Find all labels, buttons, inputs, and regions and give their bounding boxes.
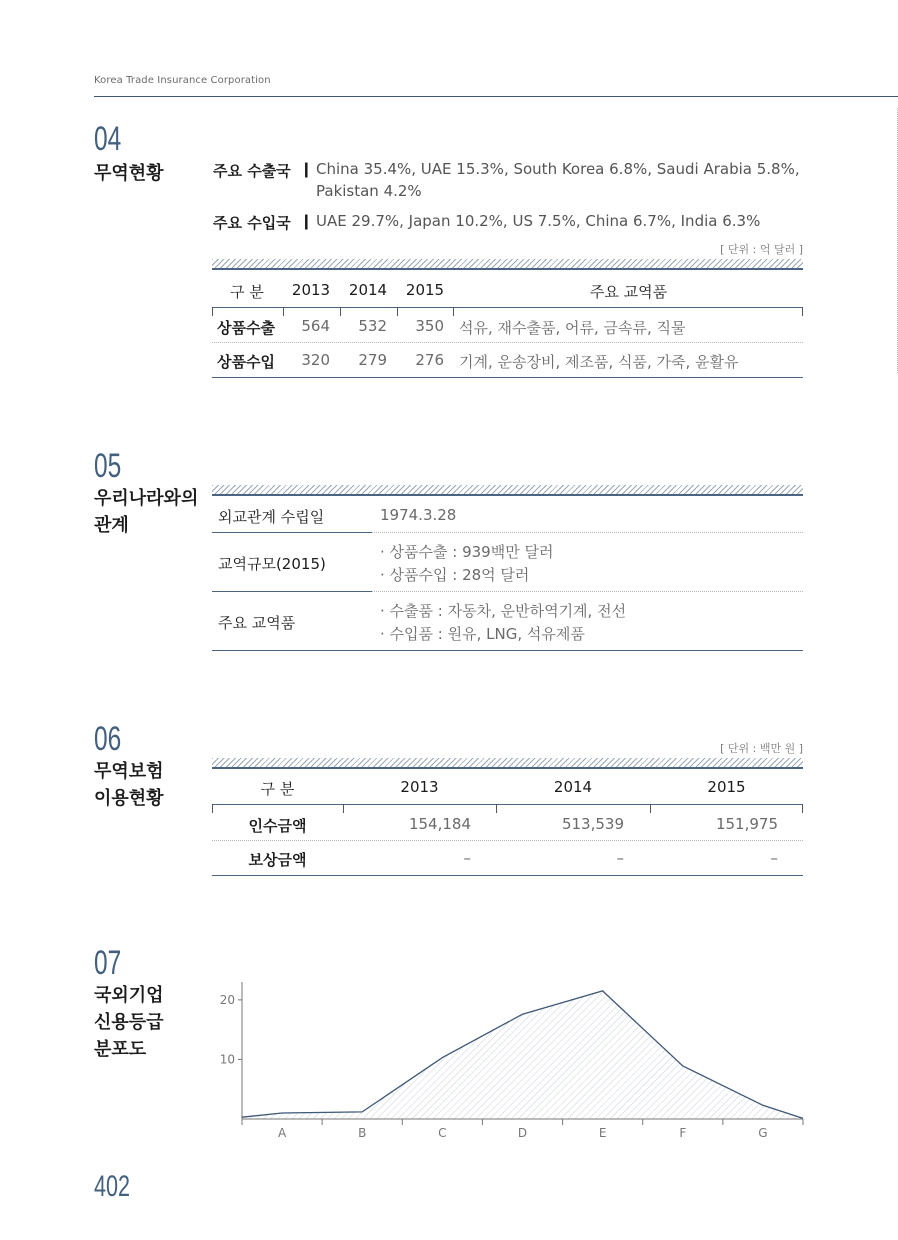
trade-table-tick bbox=[802, 307, 803, 316]
trade-row-export-2015: 350 bbox=[415, 317, 444, 335]
insurance-header-rule bbox=[212, 804, 803, 805]
trade-row-export-label: 상품수출 bbox=[217, 319, 275, 337]
trade-table-tick bbox=[283, 307, 284, 316]
insurance-row2-label: 보상금액 bbox=[248, 851, 307, 869]
trade-table-bottom-rule bbox=[212, 377, 803, 378]
section-04-number: 04 bbox=[94, 120, 122, 158]
insurance-row2-2015: – bbox=[770, 849, 778, 867]
insurance-row-divider bbox=[212, 840, 803, 841]
chart-x-tick-label: G bbox=[758, 1126, 768, 1140]
trade-table-tick bbox=[212, 307, 213, 316]
relations-row2-label-rule bbox=[212, 591, 372, 592]
insurance-table-tick bbox=[343, 804, 344, 813]
trade-table-header-2014: 2014 bbox=[348, 281, 388, 299]
section-07-number: 07 bbox=[94, 944, 122, 982]
insurance-row2-2013: – bbox=[463, 849, 471, 867]
insurance-table-tick bbox=[802, 804, 803, 813]
trade-table-tick bbox=[453, 307, 454, 316]
relations-row2-value-rule bbox=[372, 591, 803, 592]
trade-row-export-2013: 564 bbox=[301, 317, 330, 335]
trade-row-export-2014: 532 bbox=[358, 317, 387, 335]
trade-table-header-items: 주요 교역품 bbox=[589, 283, 668, 301]
export-partners-separator: ❙ bbox=[300, 160, 313, 178]
insurance-table-tick bbox=[496, 804, 497, 813]
insurance-table-tick bbox=[212, 804, 213, 813]
section-07-title: 국외기업 신용등급 분포도 bbox=[94, 985, 164, 1060]
section-06-title: 무역보험 이용현황 bbox=[94, 761, 164, 809]
trade-row-import-2015: 276 bbox=[415, 351, 444, 369]
insurance-row1-label: 인수금액 bbox=[248, 817, 307, 835]
relations-row1-label: 외교관계 수립일 bbox=[218, 508, 325, 526]
export-partners-label: 주요 수출국 bbox=[213, 162, 291, 180]
relations-row1-label-rule bbox=[212, 532, 372, 533]
section-06-unit: [ 단위 : 백만 원 ] bbox=[720, 742, 803, 755]
trade-table-row-divider bbox=[212, 342, 803, 343]
relations-row3-line1: · 수출품 : 자동차, 운반하역기계, 전선 bbox=[380, 602, 627, 620]
section-04-unit: [ 단위 : 억 달러 ] bbox=[720, 243, 803, 256]
trade-table-header-2013: 2013 bbox=[291, 281, 331, 299]
credit-rating-chart bbox=[200, 970, 810, 1145]
trade-table-header-rule bbox=[212, 307, 803, 308]
insurance-table-top-hatch bbox=[212, 758, 803, 769]
chart-x-tick-label: E bbox=[598, 1126, 607, 1140]
relations-row3-label: 주요 교역품 bbox=[218, 614, 296, 632]
insurance-row2-2014: – bbox=[616, 849, 624, 867]
chart-x-tick-label: D bbox=[517, 1126, 528, 1140]
insurance-header-2014: 2014 bbox=[553, 778, 593, 796]
relations-row2-label: 교역규모(2015) bbox=[218, 555, 326, 573]
trade-table-tick bbox=[340, 307, 341, 316]
chart-area-fill bbox=[242, 991, 803, 1119]
insurance-header-category: 구 분 bbox=[260, 780, 295, 798]
trade-row-export-items: 석유, 재수출품, 어류, 금속류, 직물 bbox=[459, 319, 686, 337]
page-number: 402 bbox=[94, 1170, 131, 1203]
relations-row3-line2: · 수입품 : 원유, LNG, 석유제품 bbox=[380, 625, 585, 643]
chart-x-tick-label: A bbox=[277, 1126, 287, 1140]
insurance-header-2013: 2013 bbox=[400, 778, 439, 796]
chart-x-tick-label: B bbox=[358, 1126, 367, 1140]
header-divider bbox=[94, 96, 898, 97]
trade-table-top-hatch bbox=[212, 259, 803, 270]
section-05-title: 우리나라와의 관계 bbox=[94, 488, 199, 536]
insurance-row1-2015: 151,975 bbox=[715, 815, 778, 833]
import-partners-text: UAE 29.7%, Japan 10.2%, US 7.5%, China 6.7%, India 6.3% bbox=[316, 212, 761, 230]
relations-table-bottom-rule bbox=[212, 650, 803, 651]
trade-table-tick bbox=[397, 307, 398, 316]
trade-table-header-2015: 2015 bbox=[405, 281, 445, 299]
chart-y-tick-label: 20 bbox=[219, 992, 235, 1007]
relations-row2-line2: · 상품수입 : 28억 달러 bbox=[380, 566, 530, 584]
export-partners-line2: Pakistan 4.2% bbox=[316, 182, 422, 200]
header-org-name: Korea Trade Insurance Corporation bbox=[94, 75, 271, 86]
insurance-table-tick bbox=[650, 804, 651, 813]
section-04-title: 무역현황 bbox=[94, 163, 164, 184]
trade-table-header-category: 구 분 bbox=[230, 283, 264, 301]
trade-row-import-2014: 279 bbox=[358, 351, 387, 369]
trade-row-import-items: 기계, 운송장비, 제조품, 식품, 가죽, 윤활유 bbox=[459, 353, 739, 371]
relations-row1-value: 1974.3.28 bbox=[380, 506, 457, 524]
relations-row1-value-rule bbox=[372, 532, 803, 533]
chart-x-tick-label: F bbox=[679, 1126, 687, 1140]
section-06-number: 06 bbox=[94, 720, 122, 758]
chart-y-tick-label: 10 bbox=[219, 1052, 235, 1067]
relations-table-top-hatch bbox=[212, 485, 803, 496]
insurance-header-2015: 2015 bbox=[707, 778, 746, 796]
insurance-row1-2013: 154,184 bbox=[408, 815, 471, 833]
export-partners-line1: China 35.4%, UAE 15.3%, South Korea 6.8%, Saudi Arabia 5.8%, bbox=[316, 160, 800, 178]
section-05-number: 05 bbox=[94, 447, 122, 485]
export-partners-text bbox=[316, 158, 816, 202]
trade-row-import-label: 상품수입 bbox=[217, 353, 275, 371]
chart-x-tick-label: C bbox=[438, 1126, 447, 1140]
import-partners-label: 주요 수입국 bbox=[213, 214, 291, 232]
import-partners-separator: ❙ bbox=[300, 212, 313, 230]
relations-row2-line1: · 상품수출 : 939백만 달러 bbox=[380, 543, 554, 561]
trade-row-import-2013: 320 bbox=[301, 351, 330, 369]
insurance-table-bottom-rule bbox=[212, 875, 803, 876]
insurance-row1-2014: 513,539 bbox=[561, 815, 624, 833]
